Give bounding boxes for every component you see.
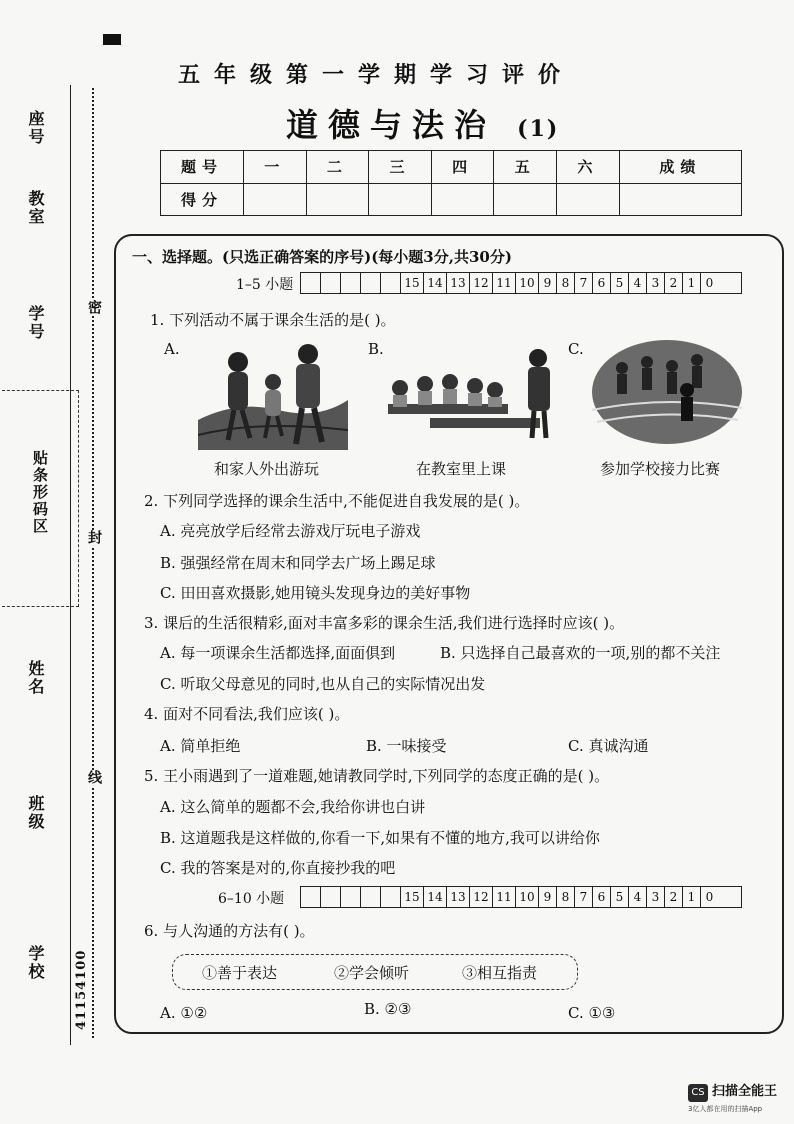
scorebar-cell[interactable]: 10 [516, 273, 539, 293]
exam-subtitle: 五年级第一学期学习评价 [178, 62, 575, 88]
exam-title-text: 道德与法治 [286, 106, 497, 144]
scorebar-cell[interactable]: 13 [447, 887, 470, 907]
q2-stem: 2. 下列同学选择的课余生活中,不能促进自我发展的是( )。 [144, 492, 530, 510]
scorebar-cell[interactable]: 11 [493, 887, 516, 907]
seal-xian: 线 [86, 770, 102, 786]
q3-option-c: C. 听取父母意见的同时,也从自己的实际情况出发 [160, 675, 486, 693]
scorebar-cell[interactable]: 8 [557, 273, 575, 293]
scorebar-blank[interactable] [381, 273, 401, 293]
q6-choice-1: ①善于表达 [202, 964, 278, 982]
scorebar-1-label: 1–5 小题 [236, 277, 294, 293]
q5-option-b: B. 这道题我是这样做的,你看一下,如果有不懂的地方,我可以讲给你 [160, 829, 600, 847]
score-input-cell[interactable] [431, 183, 494, 216]
seal-dotted-line [92, 88, 94, 1038]
q1-option-c-letter: C. [568, 340, 584, 358]
scorebar-2 [300, 886, 742, 908]
scorebar-cell[interactable]: 9 [539, 273, 557, 293]
seal-feng: 封 [86, 530, 102, 546]
score-table-cell: 二 [306, 151, 369, 184]
score-table-cell: 成绩 [619, 151, 741, 184]
score-table-cell: 六 [557, 151, 620, 184]
scorebar-blank[interactable] [381, 887, 401, 907]
seat-label: 座号 [26, 110, 45, 146]
scorebar-cell[interactable]: 0 [705, 890, 714, 904]
scorebar-cell[interactable]: 3 [647, 887, 665, 907]
scorebar-1 [300, 272, 742, 294]
scorebar-blank[interactable] [301, 887, 321, 907]
q3-stem: 3. 课后的生活很精彩,面对丰富多彩的课余生活,我们进行选择时应该( )。 [144, 614, 625, 632]
scorebar-cell[interactable]: 2 [665, 273, 683, 293]
score-table-header-row [161, 151, 742, 184]
exam-title-number: (1) [517, 116, 560, 142]
scorebar-cell[interactable]: 5 [611, 887, 629, 907]
section1-heading: 一、选择题。(只选正确答案的序号)(每小题3分,共30分) [132, 248, 512, 266]
scorebar-blank[interactable] [321, 887, 341, 907]
q6-option-b: B. ②③ [364, 1000, 412, 1018]
q6-option-c: C. ①③ [568, 1004, 616, 1022]
score-input-cell[interactable] [619, 183, 741, 216]
q1-caption-b: 在教室里上课 [416, 460, 507, 478]
school-label: 学校 [26, 945, 45, 981]
scorebar-cell[interactable]: 4 [629, 273, 647, 293]
scorebar-cell[interactable]: 7 [575, 273, 593, 293]
scorebar-cell[interactable]: 12 [470, 887, 493, 907]
score-table-cell: 得分 [161, 183, 244, 216]
q2-option-c: C. 田田喜欢摄影,她用镜头发现身边的美好事物 [160, 584, 471, 602]
scorebar-cell[interactable]: 14 [424, 273, 447, 293]
classroom-label: 教室 [26, 190, 45, 226]
registration-mark [103, 34, 121, 45]
scorebar-cell[interactable]: 15 [401, 273, 424, 293]
score-table-cell: 题号 [161, 151, 244, 184]
student-number-label: 学号 [26, 305, 45, 341]
score-table-cell: 三 [369, 151, 432, 184]
q4-option-a: A. 简单拒绝 [160, 737, 241, 755]
score-input-cell[interactable] [369, 183, 432, 216]
score-table-cell: 五 [494, 151, 557, 184]
scorebar-blank[interactable] [301, 273, 321, 293]
sticker-label: 贴条形码区 [31, 450, 49, 535]
q1-option-b-letter: B. [368, 340, 384, 358]
relay-race-photo [592, 340, 742, 444]
score-input-cell[interactable] [306, 183, 369, 216]
q4-option-c: C. 真诚沟通 [568, 737, 649, 755]
scorebar-cell[interactable]: 3 [647, 273, 665, 293]
scorebar-blank[interactable] [321, 273, 341, 293]
q3-option-b: B. 只选择自己最喜欢的一项,别的都不关注 [440, 644, 721, 662]
q6-stem: 6. 与人沟通的方法有( )。 [144, 922, 315, 940]
scorebar-blank[interactable] [341, 887, 361, 907]
scorebar-cell[interactable]: 15 [401, 887, 424, 907]
q5-option-c: C. 我的答案是对的,你直接抄我的吧 [160, 859, 396, 877]
q2-option-b: B. 强强经常在周末和同学去广场上踢足球 [160, 554, 436, 572]
q6-option-a: A. ①② [160, 1004, 208, 1022]
q1-option-a-letter: A. [164, 340, 180, 358]
scorebar-cell[interactable]: 9 [539, 887, 557, 907]
q1-caption-a: 和家人外出游玩 [214, 460, 320, 478]
scorebar-blank[interactable] [341, 273, 361, 293]
score-table-cell: 一 [244, 151, 307, 184]
q2-option-a: A. 亮亮放学后经常去游戏厅玩电子游戏 [160, 522, 421, 540]
score-table-cell: 四 [431, 151, 494, 184]
paper-code: 41154100 [74, 949, 89, 1030]
score-input-cell[interactable] [244, 183, 307, 216]
q1-caption-c: 参加学校接力比赛 [600, 460, 721, 478]
q4-option-b: B. 一味接受 [366, 737, 447, 755]
q1-stem: 1. 下列活动不属于课余生活的是( )。 [150, 311, 396, 329]
scorebar-cell[interactable]: 6 [593, 887, 611, 907]
classroom-illustration [380, 348, 560, 440]
scorebar-cell[interactable]: 8 [557, 887, 575, 907]
exam-title [286, 100, 559, 146]
scorebar-cell[interactable]: 13 [447, 273, 470, 293]
q3-option-a: A. 每一项课余生活都选择,面面俱到 [160, 644, 396, 662]
scorebar-blank[interactable] [361, 887, 381, 907]
score-input-cell[interactable] [557, 183, 620, 216]
scorebar-cell[interactable]: 6 [593, 273, 611, 293]
scanner-tagline: 3亿人都在用的扫描App [688, 1105, 763, 1113]
scorebar-cell[interactable]: 4 [629, 887, 647, 907]
family-outing-illustration [198, 340, 348, 450]
q5-stem: 5. 王小雨遇到了一道难题,她请教同学时,下列同学的态度正确的是( )。 [144, 767, 610, 785]
name-label: 姓名 [26, 660, 45, 696]
scorebar-cell[interactable]: 5 [611, 273, 629, 293]
scanner-app-name: 扫描全能王 [712, 1084, 778, 1099]
score-table [160, 150, 742, 216]
camscanner-logo-icon: CS [688, 1084, 708, 1102]
q5-option-a: A. 这么简单的题都不会,我给你讲也白讲 [160, 798, 426, 816]
q4-stem: 4. 面对不同看法,我们应该( )。 [144, 705, 350, 723]
scorebar-cell[interactable]: 12 [470, 273, 493, 293]
scanner-watermark [688, 1080, 777, 1114]
q6-choice-2: ②学会倾听 [334, 964, 410, 982]
class-label: 班级 [26, 795, 45, 831]
score-input-cell[interactable] [494, 183, 557, 216]
scorebar-cell[interactable]: 14 [424, 887, 447, 907]
scorebar-2-label: 6–10 小题 [218, 891, 285, 907]
score-table-score-row [161, 183, 742, 216]
q6-choice-3: ③相互指责 [462, 964, 538, 982]
scorebar-cell[interactable]: 10 [516, 887, 539, 907]
scorebar-cell[interactable]: 1 [683, 887, 701, 907]
scorebar-cell[interactable]: 11 [493, 273, 516, 293]
scorebar-cell[interactable]: 0 [705, 276, 714, 290]
scorebar-blank[interactable] [361, 273, 381, 293]
seal-mi: 密 [86, 300, 102, 316]
scorebar-cell[interactable]: 2 [665, 887, 683, 907]
scorebar-cell[interactable]: 1 [683, 273, 701, 293]
scorebar-cell[interactable]: 7 [575, 887, 593, 907]
